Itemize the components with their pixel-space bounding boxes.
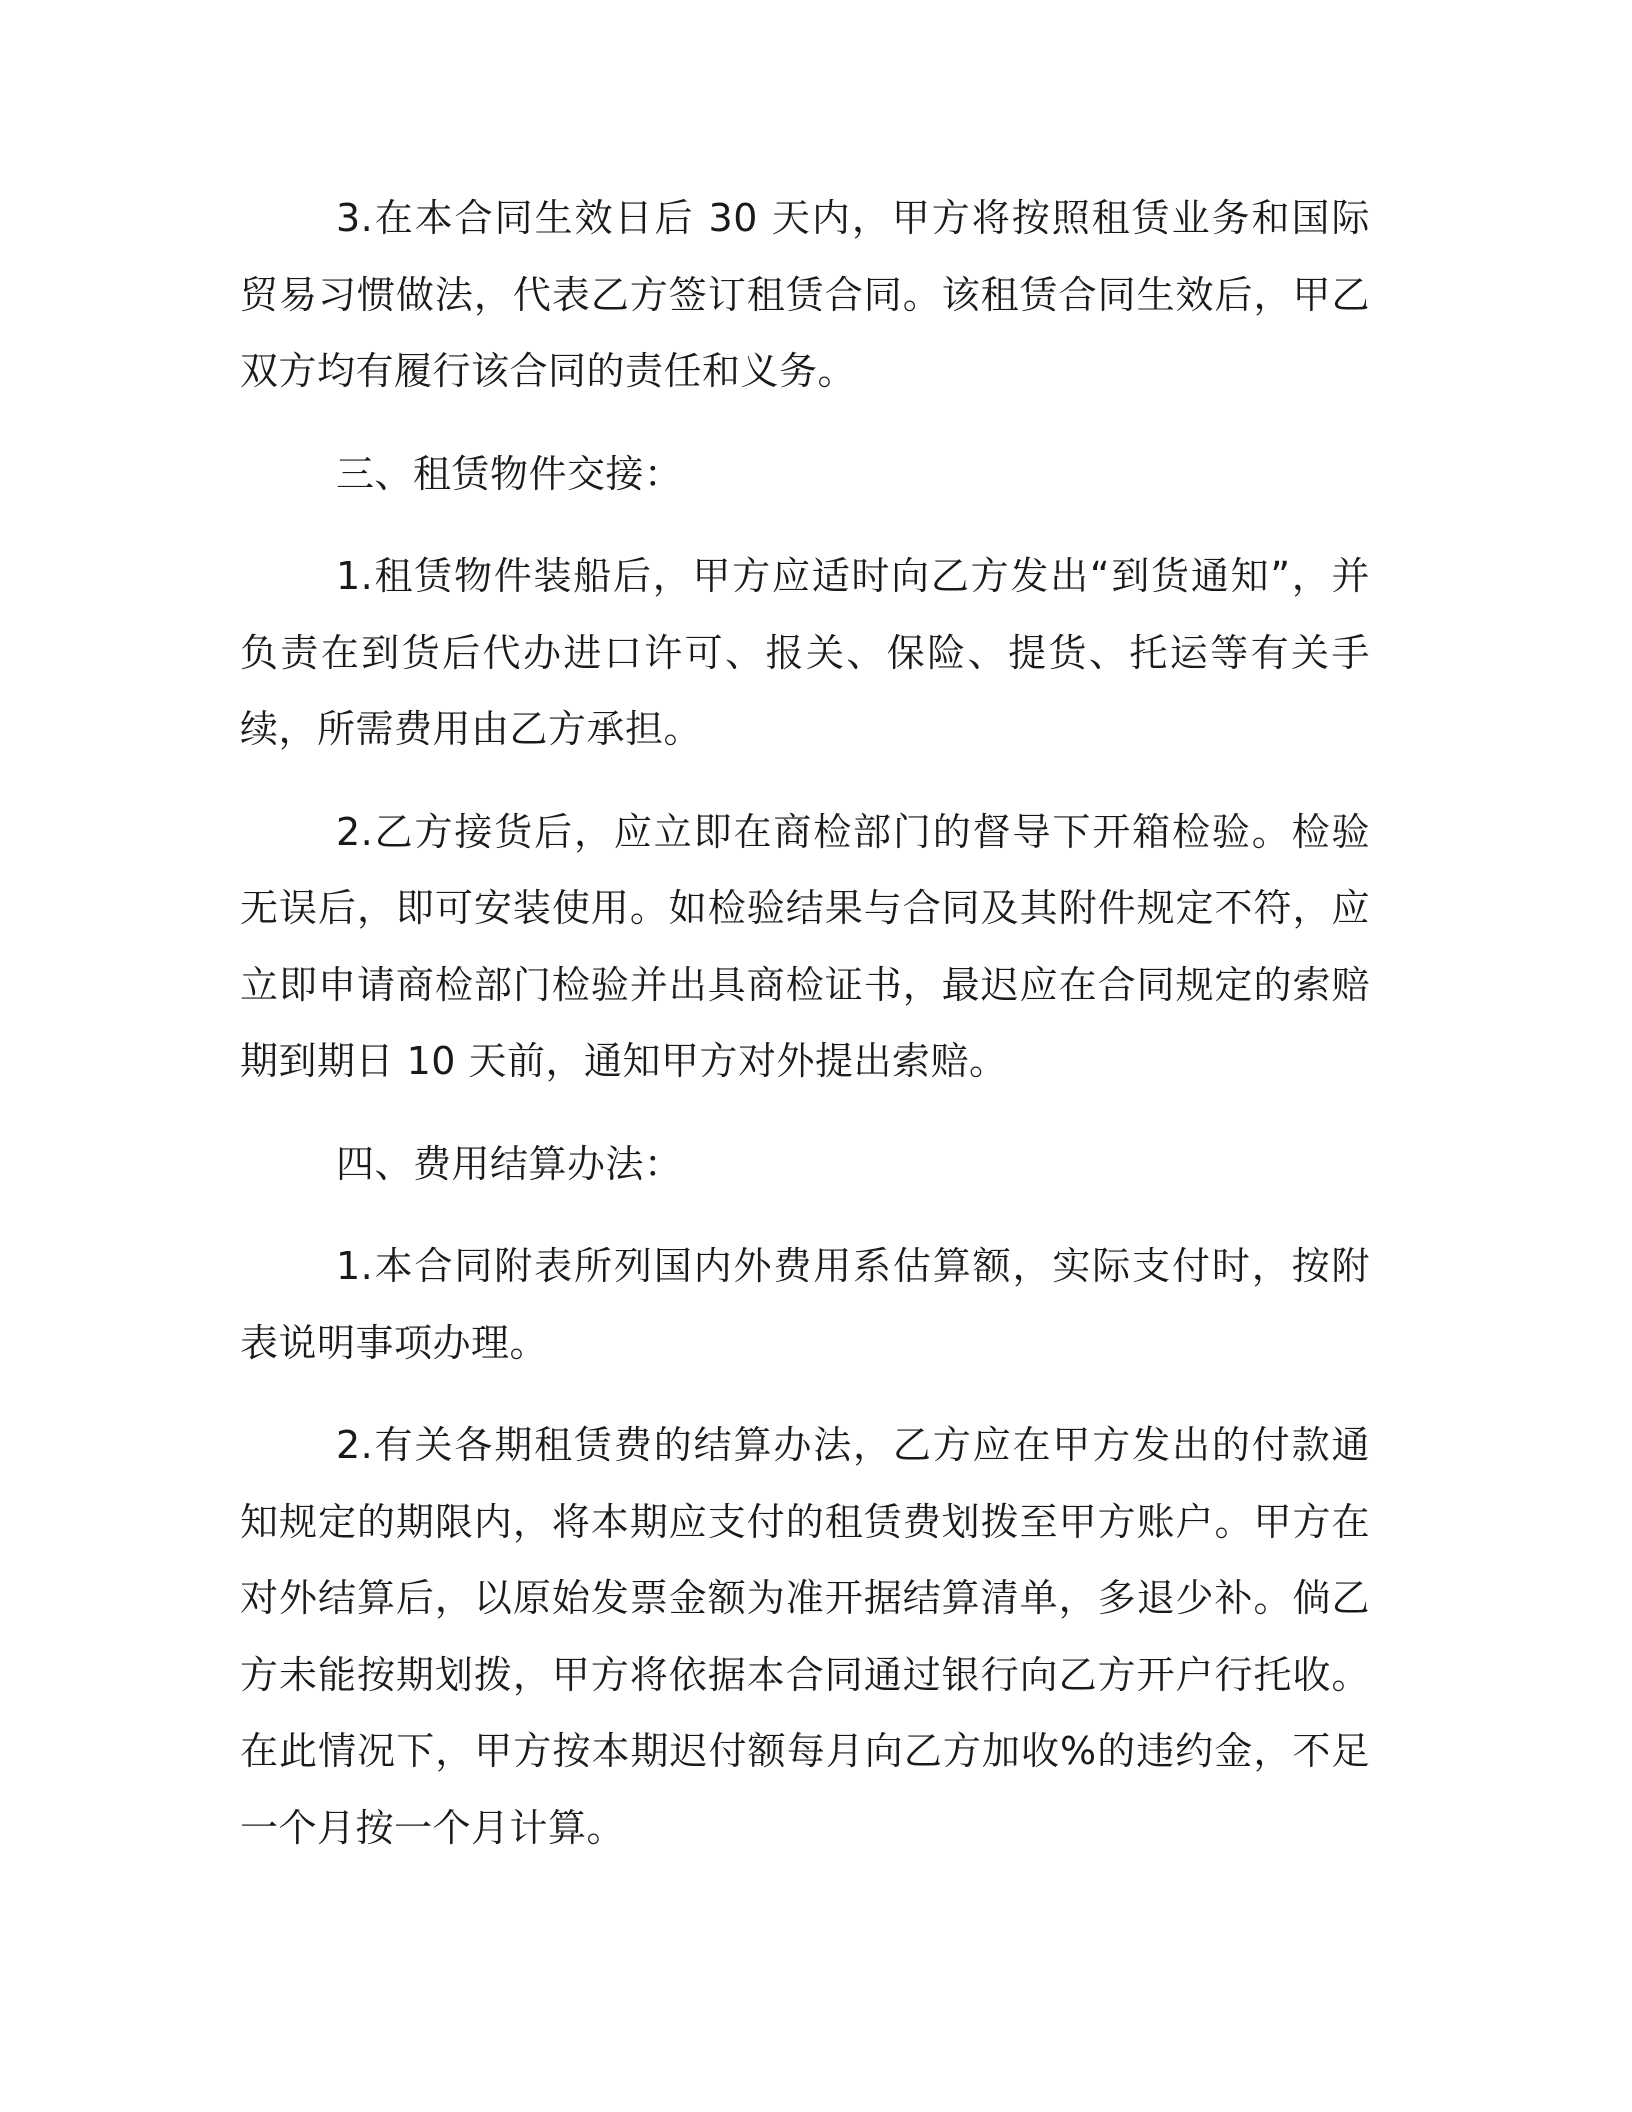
paragraph-2-inspection: 2.乙方接货后，应立即在商检部门的督导下开箱检验。检验无误后，即可安装使用。如检验结果与合同及其附件规定不符，应立即申请商检部门检验并出具商检证书，最迟应在合同规定的索赔期到期日 10 天前，通知甲方对外提出索赔。 xyxy=(240,809,1370,1083)
paragraph-3-contract-signing: 3.在本合同生效日后 30 天内，甲方将按照租赁业务和国际贸易习惯做法，代表乙方签订租赁合同。该租赁合同生效后，甲乙双方均有履行该合同的责任和义务。 xyxy=(240,196,1370,393)
paragraph-2-settlement: 2.有关各期租赁费的结算办法，乙方应在甲方发出的付款通知规定的期限内，将本期应支付的租赁费划拨至甲方账户。甲方在对外结算后，以原始发票金额为准开据结算清单，多退少补。倘乙方未能按期划拨，甲方将依据本合同通过银行向乙方开户行托收。在此情况下，甲方按本期迟付额每月向乙方加收%的违约金，不足一个月按一个月计算。 xyxy=(240,1423,1370,1850)
paragraph-1-fee-estimate: 1.本合同附表所列国内外费用系估算额，实际支付时，按附表说明事项办理。 xyxy=(240,1244,1370,1365)
section-heading-3: 三、租赁物件交接： xyxy=(336,451,683,496)
paragraph-1-delivery-notice: 1.租赁物件装船后，甲方应适时向乙方发出“到货通知”，并负责在到货后代办进口许可、报关、保险、提货、托运等有关手续，所需费用由乙方承担。 xyxy=(240,554,1370,751)
document-body xyxy=(240,180,1370,1892)
section-heading-4: 四、费用结算办法： xyxy=(336,1141,683,1186)
